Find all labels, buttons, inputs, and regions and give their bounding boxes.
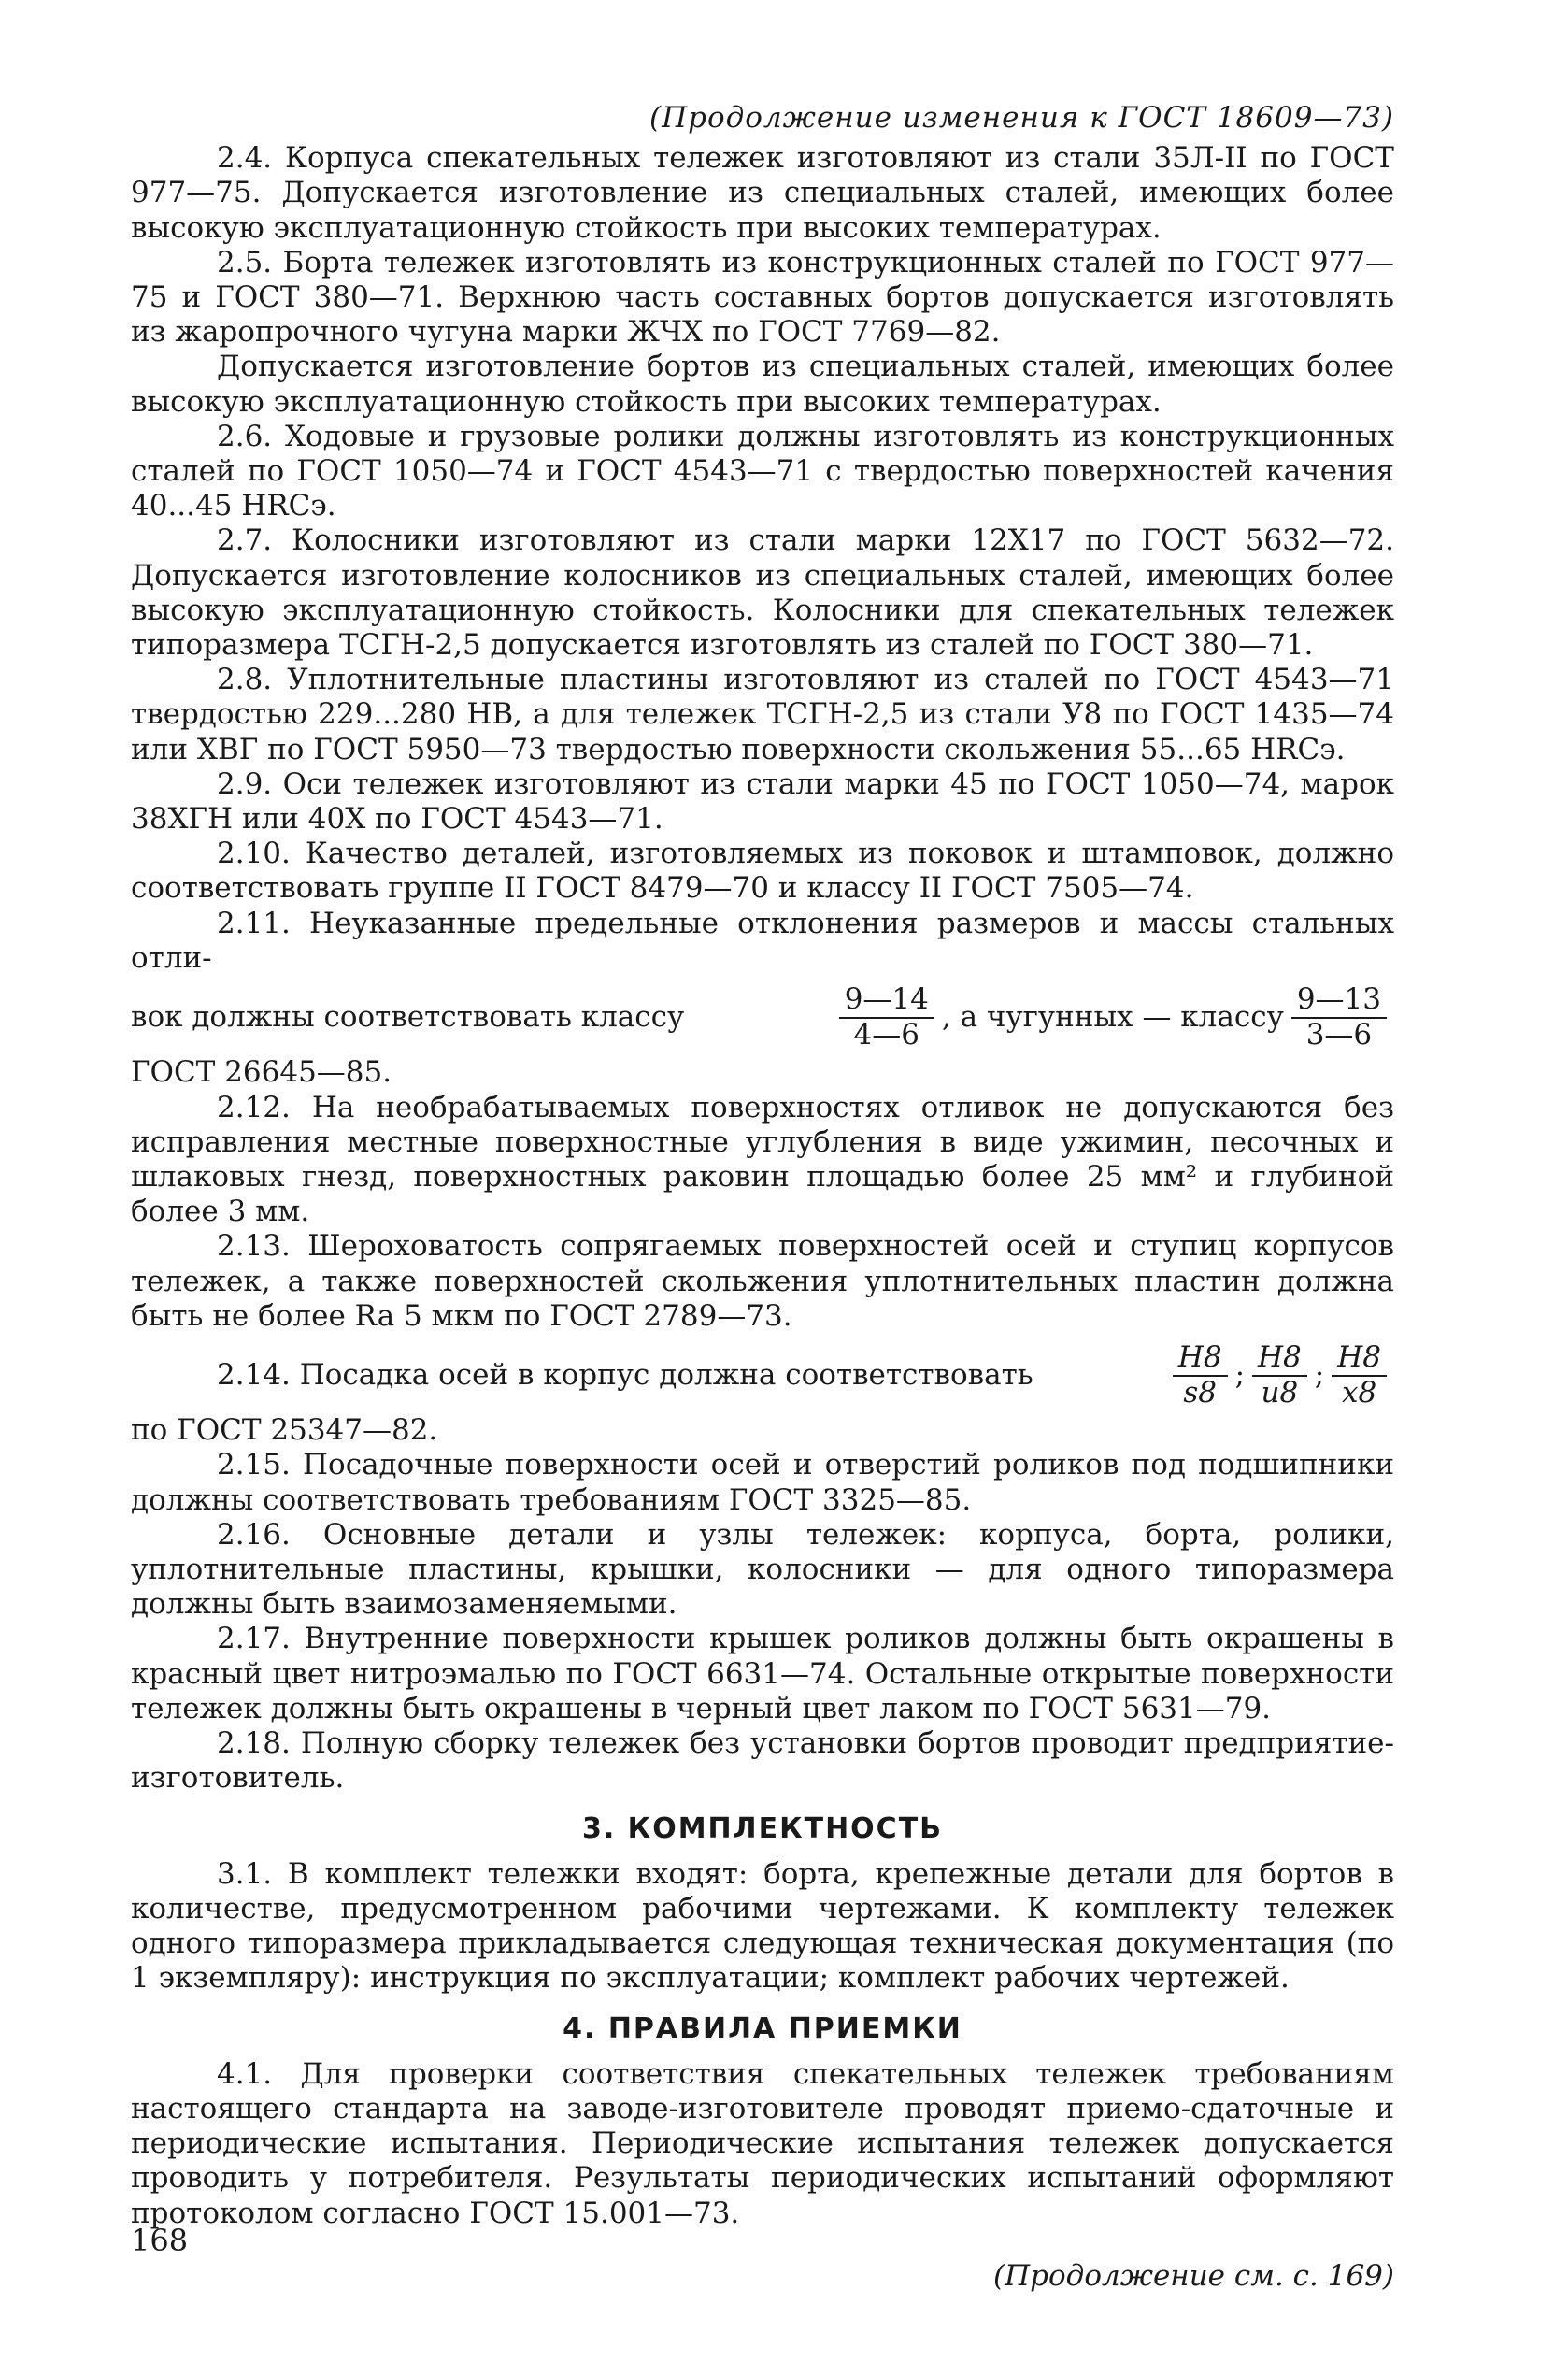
paragraph-2-11-fraction-line — [131, 983, 1394, 1052]
section-4-title: 4. ПРАВИЛА ПРИЕМКИ — [563, 2011, 962, 2045]
paragraph-2-18: 2.18. Полную сборку тележек без установки бортов проводит предприятие-изготовитель. — [131, 1726, 1394, 1796]
paragraph-2-13: 2.13. Шероховатость сопрягаемых поверхностей осей и ступиц корпусов тележек, а также поверхностей скольжения уплотнительных пластин должна быть не более Ra 5 мкм по ГОСТ 2789—73. — [131, 1229, 1394, 1333]
running-header: (Продолжение изменения к ГОСТ 18609—73) — [649, 101, 1394, 135]
text-column — [131, 101, 1394, 2294]
paragraph-3-1: 3.1. В комплект тележки входят: борта, крепежные детали для бортов в количестве, предусмотренном рабочими чертежами. К комплекту тележек одного типоразмера прикладывается следующая техническая документация (по 1 экземпляру): инструкция по эксплуатации; комплект рабочих чертежей. — [131, 1856, 1394, 1996]
paragraph-2-5: 2.5. Борта тележек изготовлять из конструкционных сталей по ГОСТ 977—75 и ГОСТ 380—71. Верхнюю часть составных бортов допускается изготовлять из жаропрочного чугуна марки ЖЧХ по ГОСТ 7769—82. — [131, 245, 1394, 350]
paragraph-2-11-line3: ГОСТ 26645—85. — [131, 1055, 392, 1090]
paragraph-2-10: 2.10. Качество деталей, изготовляемых из поковок и штамповок, должно соответствовать группе II ГОСТ 8479—70 и классу II ГОСТ 7505—74. — [131, 837, 1394, 906]
paragraph-2-15: 2.15. Посадочные поверхности осей и отверстий роликов под подшипники должны соответствовать требованиям ГОСТ 3325—85. — [131, 1448, 1394, 1517]
paragraph-4-1: 4.1. Для проверки соответствия спекательных тележек требованиям настоящего стандарта на заводе-изготовителе проводят приемо-сдаточные и периодические испытания. Периодические испытания тележек допускается проводить у потребителя. Результаты периодических испытаний оформляют протоколом согласно ГОСТ 15.001—73. — [131, 2056, 1394, 2230]
continuation-note: (Продолжение см. с. 169) — [993, 2258, 1394, 2293]
paragraph-2-11-line1: 2.11. Неуказанные предельные отклонения размеров и массы стальных отли- — [131, 906, 1394, 975]
paragraph-2-7: 2.7. Колосники изготовляют из стали марки 12Х17 по ГОСТ 5632—72. Допускается изготовление колосников из специальных сталей, имеющих более высокую эксплуатационную стойкость. Колосники для спекательных тележек типоразмера ТСГН-2,5 допускается изготовлять из сталей по ГОСТ 380—71. — [131, 523, 1394, 663]
fit-fraction-x8: $\frac{H8}{x8}$ — [1332, 1341, 1387, 1410]
paragraph-2-4: 2.4. Корпуса спекательных тележек изготовляют из стали 35Л-II по ГОСТ 977—75. Допускается изготовление из специальных сталей, имеющих более высокую эксплуатационную стойкость при высоких температурах. — [131, 141, 1394, 245]
paragraph-2-14-fraction-line: 2.14. Посадка осей в корпус должна соответствовать $\frac{H8}{s8}$ ; $\frac{H8}{u8}$ ; $\frac{H8}{x8}$ — [131, 1341, 1394, 1410]
paragraph-2-14-text: 2.14. Посадка осей в корпус должна соответствовать — [217, 1358, 1033, 1393]
paragraph-2-11 — [131, 907, 1394, 1091]
page-number: 168 — [131, 2223, 189, 2258]
paragraph-2-5-continued: Допускается изготовление бортов из специальных сталей, имеющих более высокую эксплуатационную стойкость при высоких температурах. — [131, 350, 1394, 419]
class-fraction-cast-iron: $\frac{9—13}{3—6}$ — [1291, 983, 1387, 1052]
paragraph-2-16: 2.16. Основные детали и узлы тележек: корпуса, борта, ролики, уплотнительные пластины, крышки, колосники — для одного типоразмера должны быть взаимозаменяемыми. — [131, 1517, 1394, 1622]
paragraph-2-9: 2.9. Оси тележек изготовляют из стали марки 45 по ГОСТ 1050—74, марок 38ХГН или 40Х по ГОСТ 4543—71. — [131, 766, 1394, 837]
paragraph-2-17: 2.17. Внутренние поверхности крышек роликов должны быть окрашены в красный цвет нитроэмалью по ГОСТ 6631—74. Остальные открытые поверхности тележек должны быть окрашены в черный цвет лаком по ГОСТ 5631—79. — [131, 1622, 1394, 1725]
paragraph-2-11-text1: вок должны соответствовать классу — [131, 1000, 685, 1035]
paragraph-2-11-text2: , а чугунных — классу — [941, 1000, 1284, 1035]
class-fraction-steel: $\frac{9—14}{4—6}$ — [839, 983, 934, 1052]
section-3-title: 3. КОМПЛЕКТНОСТЬ — [581, 1811, 944, 1845]
fit-fraction-s8: $\frac{H8}{s8}$ — [1173, 1341, 1228, 1410]
paragraph-2-8: 2.8. Уплотнительные пластины изготовляют из сталей по ГОСТ 4543—71 твердостью 229...280 НВ, а для тележек ТСГН-2,5 из стали У8 по ГОСТ 1435—74 или ХВГ по ГОСТ 5950—73 твердостью поверхности скольжения 55...65 HRCэ. — [131, 663, 1394, 766]
paragraph-2-6: 2.6. Ходовые и грузовые ролики должны изготовлять из конструкционных сталей по ГОСТ 1050—74 и ГОСТ 4543—71 с твердостью поверхностей качения 40...45 HRCэ. — [131, 419, 1394, 523]
paragraph-2-12: 2.12. На необрабатываемых поверхностях отливок не допускаются без исправления местные поверхностные углубления в виде ужимин, песочных и шлаковых гнезд, поверхностных раковин площадью более 25 мм² и глубиной более 3 мм. — [131, 1090, 1394, 1229]
fit-fraction-u8: $\frac{H8}{u8}$ — [1252, 1341, 1307, 1410]
paragraph-2-14 — [131, 1341, 1394, 1448]
paragraph-2-14-tail: по ГОСТ 25347—82. — [131, 1413, 438, 1448]
